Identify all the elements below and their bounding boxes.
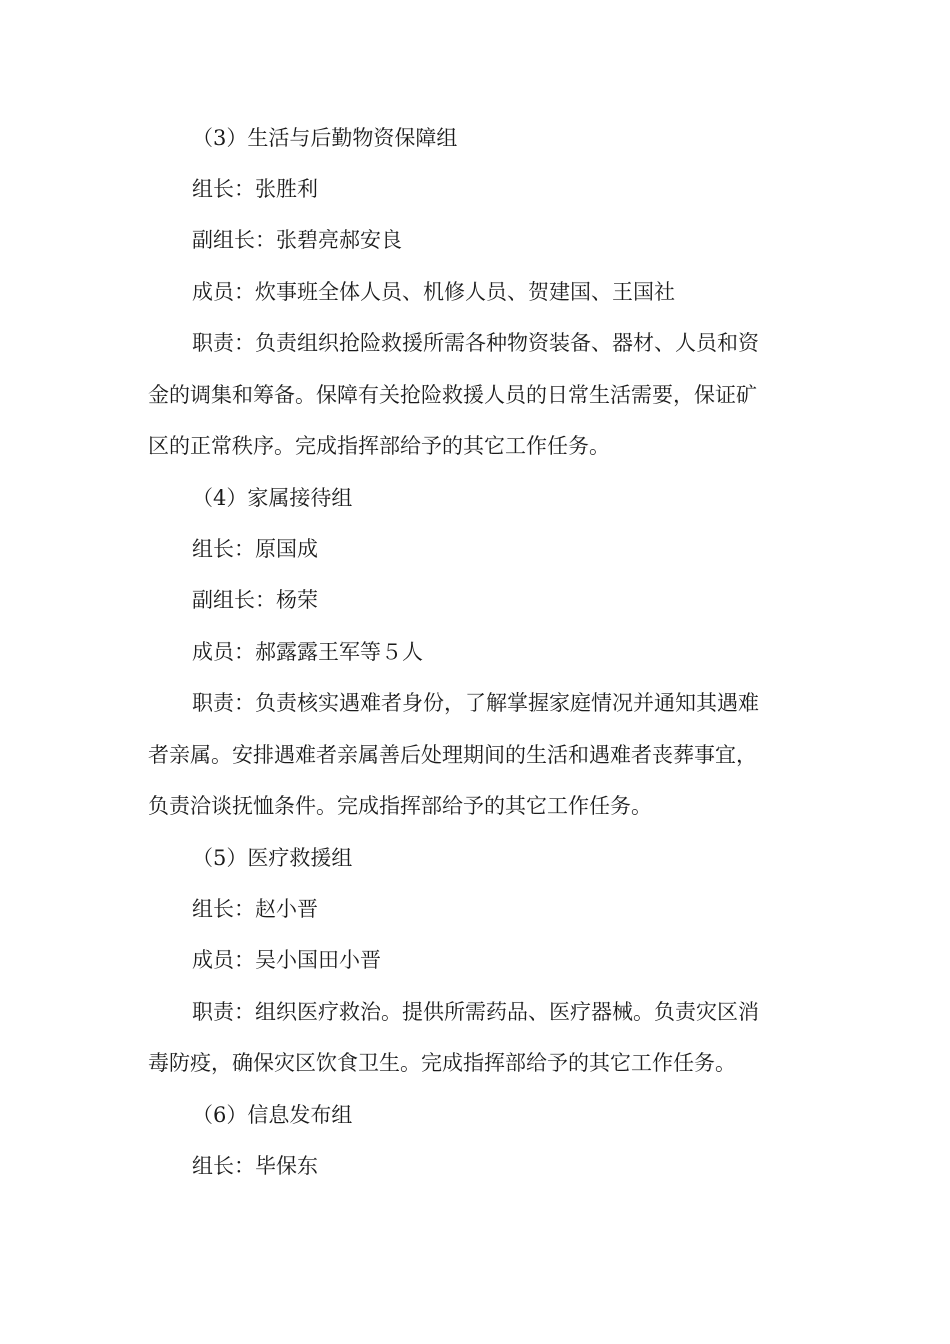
duties-paragraph-line: 者亲属。安排遇难者亲属善后处理期间的生活和遇难者丧葬事宜，	[148, 743, 757, 767]
leader-line: 组长：张胜利	[192, 177, 318, 201]
duties-paragraph-line: 毒防疫，确保灾区饮食卫生。完成指挥部给予的其它工作任务。	[148, 1051, 736, 1075]
duties-paragraph-line: 职责：负责核实遇难者身份，了解掌握家庭情况并通知其遇难	[192, 691, 759, 715]
section-heading-logistics: （3）生活与后勤物资保障组	[192, 126, 458, 150]
duties-paragraph-line: 职责：负责组织抢险救援所需各种物资装备、器材、人员和资	[192, 331, 759, 355]
leader-line: 组长：毕保东	[192, 1154, 318, 1178]
duties-paragraph-line: 区的正常秩序。完成指挥部给予的其它工作任务。	[148, 434, 610, 458]
members-line: 成员：吴小国田小晋	[192, 948, 381, 972]
members-line: 成员：炊事班全体人员、机修人员、贺建国、王国社	[192, 280, 675, 304]
duties-paragraph-line: 负责洽谈抚恤条件。完成指挥部给予的其它工作任务。	[148, 794, 652, 818]
section-heading-info-release: （6）信息发布组	[192, 1103, 353, 1127]
members-line: 成员：郝露露王军等５人	[192, 640, 423, 664]
duties-paragraph-line: 职责：组织医疗救治。提供所需药品、医疗器械。负责灾区消	[192, 1000, 759, 1024]
leader-line: 组长：原国成	[192, 537, 318, 561]
leader-line: 组长：赵小晋	[192, 897, 318, 921]
deputy-leader-line: 副组长：杨荣	[192, 588, 318, 612]
section-heading-medical-rescue: （5）医疗救援组	[192, 846, 353, 870]
duties-paragraph-line: 金的调集和筹备。保障有关抢险救援人员的日常生活需要，保证矿	[148, 383, 757, 407]
section-heading-family-reception: （4）家属接待组	[192, 486, 353, 510]
deputy-leader-line: 副组长：张碧亮郝安良	[192, 228, 402, 252]
